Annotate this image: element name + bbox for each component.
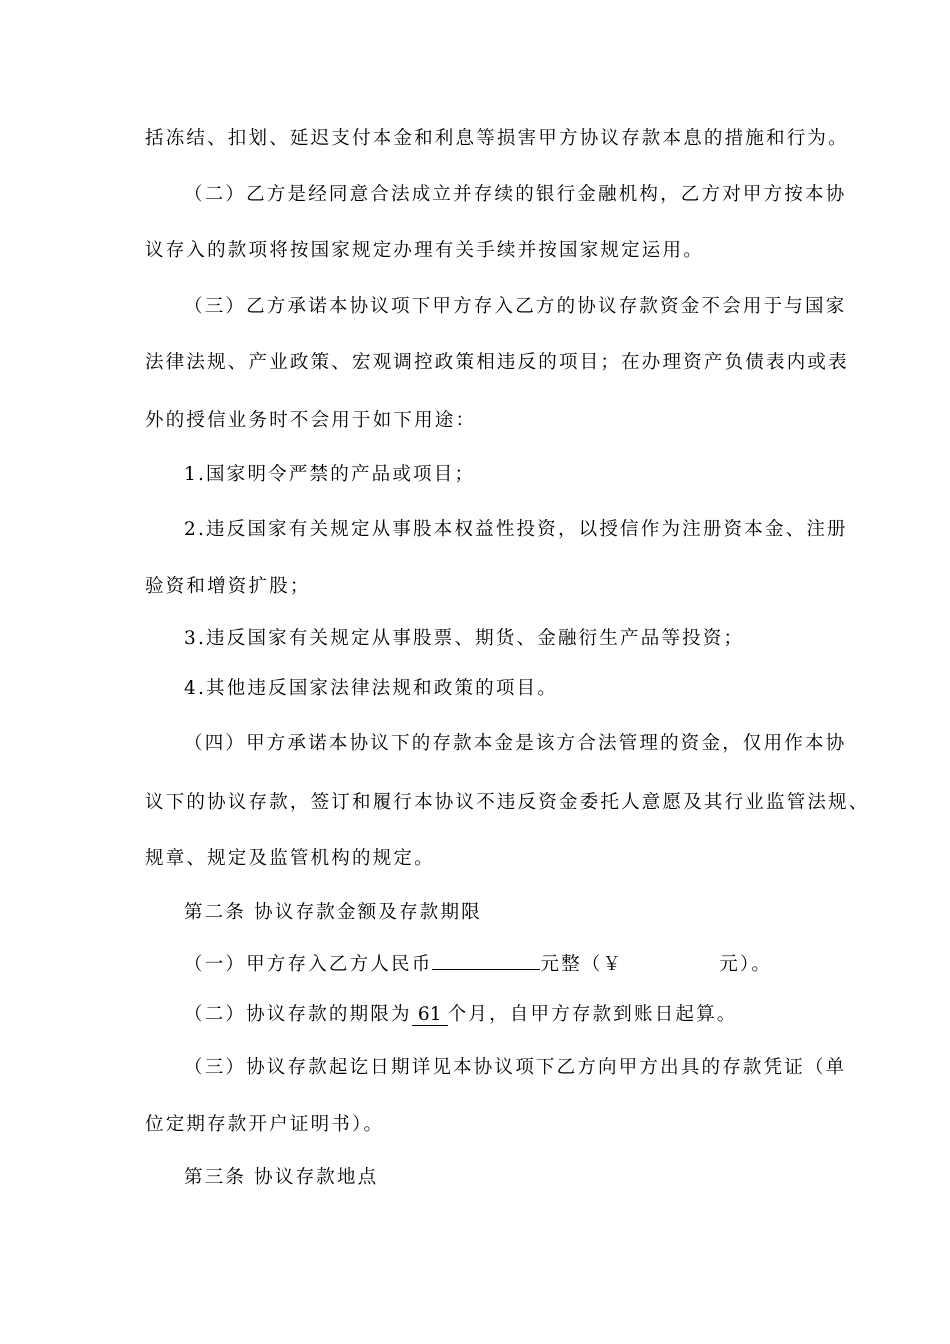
paragraph-line: 括冻结、扣划、延迟支付本金和利息等损害甲方协议存款本息的措施和行为。 — [145, 128, 849, 149]
list-item: 2.违反国家有关规定从事股本权益性投资，以授信作为注册资本金、注册 — [184, 519, 848, 540]
paragraph-line: 规章、规定及监管机构的规定。 — [145, 848, 435, 869]
term-suffix: 个月，自甲方存款到账日起算。 — [447, 1004, 738, 1025]
term-prefix: （二）协议存款的期限为 — [184, 1004, 412, 1025]
paragraph-line: （三）协议存款起讫日期详见本协议项下乙方向甲方出具的存款凭证（单 — [184, 1057, 847, 1078]
amount-mid: 元整（￥ — [540, 954, 624, 975]
article-heading: 第三条 协议存款地点 — [184, 1167, 379, 1188]
list-item-continuation: 验资和增资扩股； — [145, 576, 311, 597]
article-heading: 第二条 协议存款金额及存款期限 — [184, 902, 482, 923]
deposit-term-line — [184, 1003, 738, 1027]
paragraph-line: （四）甲方承诺本协议下的存款本金是该方合法管理的资金，仅用作本协 — [184, 733, 847, 754]
term-months-value: 61 — [412, 1005, 448, 1026]
deposit-amount-line — [184, 953, 772, 977]
paragraph-line: 位定期存款开户证明书）。 — [145, 1114, 385, 1135]
amount-blank-field — [432, 969, 540, 970]
paragraph-line: （三）乙方承诺本协议项下甲方存入乙方的协议存款资金不会用于与国家 — [184, 296, 847, 317]
list-item: 3.违反国家有关规定从事股票、期货、金融衍生产品等投资； — [184, 628, 745, 649]
paragraph-line: 法律法规、产业政策、宏观调控政策相违反的项目；在办理资产负债表内或表 — [145, 352, 849, 373]
paragraph-line: 议下的协议存款，签订和履行本协议不违反资金委托人意愿及其行业监管法规、 — [145, 792, 870, 813]
paragraph-line: （二）乙方是经同意合法成立并存续的银行金融机构，乙方对甲方按本协 — [184, 184, 847, 205]
paragraph-line: 外的授信业务时不会用于如下用途： — [145, 410, 477, 431]
amount-prefix: （一）甲方存入乙方人民币 — [184, 954, 433, 975]
list-item: 4.其他违反国家法律法规和政策的项目。 — [184, 678, 558, 699]
paragraph-line: 议存入的款项将按国家规定办理有关手续并按国家规定运用。 — [145, 240, 704, 261]
list-item: 1.国家明令严禁的产品或项目； — [184, 464, 476, 485]
amount-suffix: 元）。 — [719, 954, 773, 975]
